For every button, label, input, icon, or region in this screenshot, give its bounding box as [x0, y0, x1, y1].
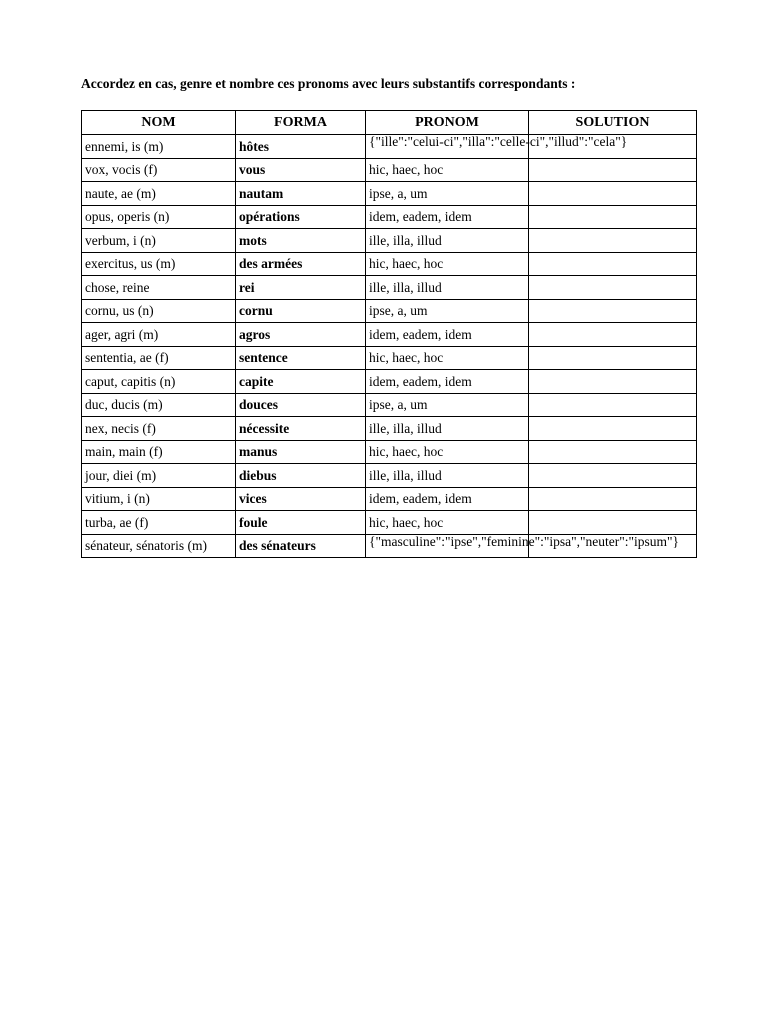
cell-pronom: idem, eadem, idem	[366, 370, 529, 394]
cell-solution[interactable]	[529, 464, 697, 488]
cell-pronom: {"masculine":"ipse","feminine":"ipsa","neuter":"ipsum"}	[366, 534, 529, 558]
cell-nom: exercitus, us (m)	[82, 252, 236, 276]
cell-nom: turba, ae (f)	[82, 511, 236, 535]
cell-nom: main, main (f)	[82, 440, 236, 464]
cell-pronom: ipse, a, um	[366, 393, 529, 417]
cell-forma: sentence	[236, 346, 366, 370]
table-row	[82, 229, 697, 253]
cell-solution[interactable]	[529, 511, 697, 535]
cell-nom: sénateur, sénatoris (m)	[82, 534, 236, 558]
cell-pronom: ille, illa, illud	[366, 229, 529, 253]
table-row	[82, 511, 697, 535]
header-forma: FORMA	[236, 111, 366, 135]
table-row	[82, 299, 697, 323]
cell-solution[interactable]	[529, 323, 697, 347]
cell-nom: naute, ae (m)	[82, 182, 236, 206]
cell-solution[interactable]	[529, 252, 697, 276]
cell-pronom: ille, illa, illud	[366, 464, 529, 488]
cell-pronom: hic, haec, hoc	[366, 158, 529, 182]
table-row	[82, 487, 697, 511]
cell-solution[interactable]	[529, 299, 697, 323]
cell-nom: ager, agri (m)	[82, 323, 236, 347]
cell-forma: capite	[236, 370, 366, 394]
cell-forma: des sénateurs	[236, 534, 366, 558]
cell-solution[interactable]	[529, 346, 697, 370]
exercise-table	[81, 110, 697, 558]
cell-nom: sententia, ae (f)	[82, 346, 236, 370]
header-pronom: PRONOM	[366, 111, 529, 135]
cell-forma: des armées	[236, 252, 366, 276]
cell-pronom: ipse, a, um	[366, 182, 529, 206]
cell-forma: rei	[236, 276, 366, 300]
cell-solution[interactable]	[529, 158, 697, 182]
header-nom: NOM	[82, 111, 236, 135]
table-row	[82, 370, 697, 394]
cell-pronom: ille, illa, illud	[366, 276, 529, 300]
cell-solution[interactable]	[529, 182, 697, 206]
table-row	[82, 323, 697, 347]
cell-pronom: idem, eadem, idem	[366, 487, 529, 511]
cell-forma: vous	[236, 158, 366, 182]
cell-nom: opus, operis (n)	[82, 205, 236, 229]
cell-solution[interactable]	[529, 205, 697, 229]
cell-solution[interactable]	[529, 417, 697, 441]
cell-forma: cornu	[236, 299, 366, 323]
table-row	[82, 158, 697, 182]
cell-solution[interactable]	[529, 440, 697, 464]
cell-pronom: hic, haec, hoc	[366, 346, 529, 370]
cell-pronom: ipse, a, um	[366, 299, 529, 323]
cell-forma: vices	[236, 487, 366, 511]
cell-solution[interactable]	[529, 276, 697, 300]
cell-nom: ennemi, is (m)	[82, 135, 236, 159]
cell-forma: manus	[236, 440, 366, 464]
cell-nom: vitium, i (n)	[82, 487, 236, 511]
cell-nom: caput, capitis (n)	[82, 370, 236, 394]
table-row	[82, 417, 697, 441]
table-row	[82, 276, 697, 300]
cell-forma: diebus	[236, 464, 366, 488]
cell-nom: nex, necis (f)	[82, 417, 236, 441]
cell-forma: opérations	[236, 205, 366, 229]
cell-pronom: ille, illa, illud	[366, 417, 529, 441]
cell-nom: verbum, i (n)	[82, 229, 236, 253]
cell-pronom: hic, haec, hoc	[366, 252, 529, 276]
cell-nom: vox, vocis (f)	[82, 158, 236, 182]
cell-forma: nautam	[236, 182, 366, 206]
cell-pronom: hic, haec, hoc	[366, 511, 529, 535]
cell-nom: jour, diei (m)	[82, 464, 236, 488]
table-row	[82, 205, 697, 229]
cell-solution[interactable]	[529, 229, 697, 253]
instruction-text: Accordez en cas, genre et nombre ces pronoms avec leurs substantifs correspondants :	[81, 76, 576, 91]
cell-nom: cornu, us (n)	[82, 299, 236, 323]
table-row	[82, 393, 697, 417]
cell-forma: nécessite	[236, 417, 366, 441]
table-row	[82, 440, 697, 464]
cell-nom: chose, reine	[82, 276, 236, 300]
table-row	[82, 252, 697, 276]
cell-forma: hôtes	[236, 135, 366, 159]
cell-forma: mots	[236, 229, 366, 253]
cell-forma: douces	[236, 393, 366, 417]
table-header-row	[82, 111, 697, 135]
cell-nom: duc, ducis (m)	[82, 393, 236, 417]
cell-pronom: idem, eadem, idem	[366, 205, 529, 229]
cell-forma: agros	[236, 323, 366, 347]
header-solution: SOLUTION	[529, 111, 697, 135]
cell-solution[interactable]	[529, 393, 697, 417]
table-row	[82, 464, 697, 488]
cell-pronom: idem, eadem, idem	[366, 323, 529, 347]
table-row	[82, 346, 697, 370]
cell-pronom: hic, haec, hoc	[366, 440, 529, 464]
cell-pronom: {"ille":"celui-ci","illa":"celle-ci","illud":"cela"}	[366, 135, 529, 159]
table-row	[82, 135, 697, 159]
table-row	[82, 534, 697, 558]
table-row	[82, 182, 697, 206]
cell-solution[interactable]	[529, 487, 697, 511]
cell-forma: foule	[236, 511, 366, 535]
cell-solution[interactable]	[529, 370, 697, 394]
